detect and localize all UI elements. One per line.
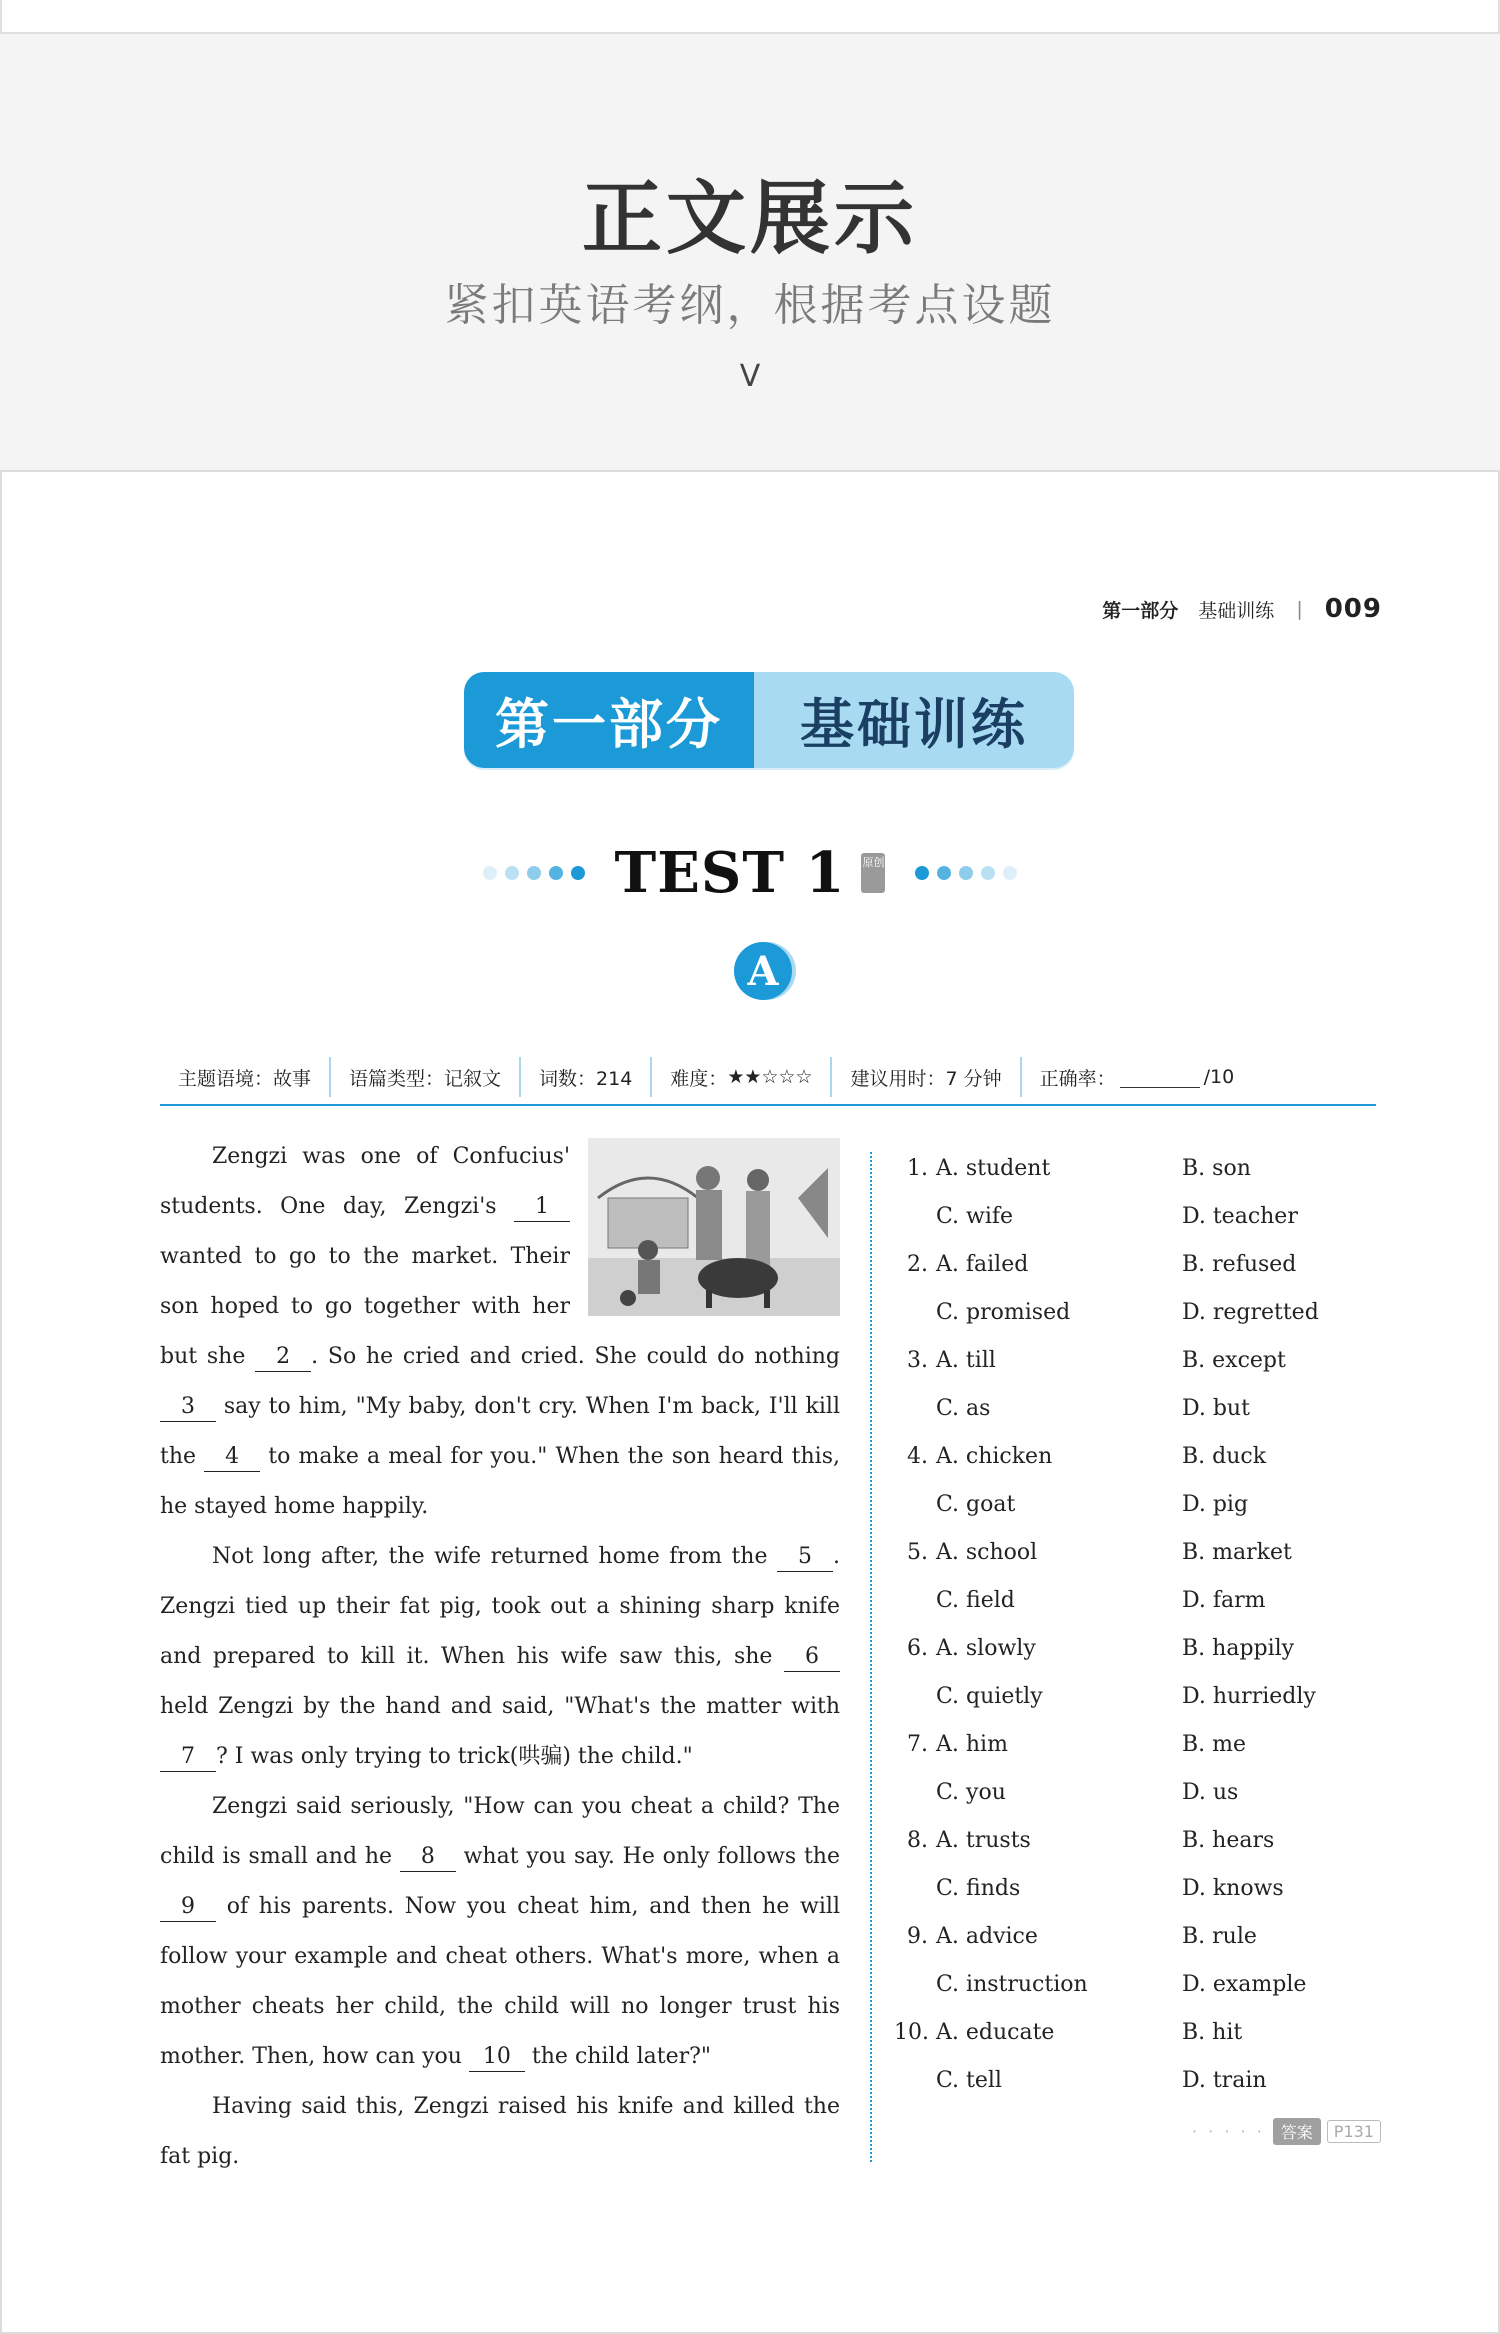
question-7: 7. A. him B. me C. you D. us [894, 1720, 1364, 1816]
option-d: D. example [1182, 1971, 1307, 1997]
option-c: C. tell [936, 2067, 1002, 2093]
blank-1: 1 [514, 1193, 570, 1222]
chevron-down-icon: V [739, 359, 761, 394]
blank-6: 6 [784, 1643, 840, 1672]
option-d: D. pig [1182, 1491, 1249, 1517]
option-c: C. finds [936, 1875, 1021, 1901]
option-a: A. advice [936, 1923, 1038, 1949]
option-d: D. teacher [1182, 1203, 1298, 1229]
left-dots-decoration [479, 866, 589, 880]
option-b: B. me [1182, 1731, 1247, 1757]
info-genre: 语篇类型：记叙文 [331, 1057, 521, 1097]
option-a: A. slowly [936, 1635, 1036, 1661]
page-number: 009 [1324, 594, 1382, 624]
option-b: B. happily [1182, 1635, 1295, 1661]
original-tag: 原创 [861, 853, 885, 893]
option-d: D. but [1182, 1395, 1250, 1421]
option-b: B. son [1182, 1155, 1251, 1181]
passage-paragraph-3: Zengzi said seriously, "How can you cheat a child? The child is small and he 8 what you say. He only follows the 9 of his parents. Now you cheat him, and then he will follow your example and cheat others. What's more, when a mother cheats her child, the child will no longer trust his mother. Then, how can you 10 the child later?" [160, 1782, 840, 2082]
option-d: D. hurriedly [1182, 1683, 1316, 1709]
book-page [0, 470, 1500, 2334]
option-d: D. regretted [1182, 1299, 1319, 1325]
option-d: D. knows [1182, 1875, 1284, 1901]
info-bar [160, 1050, 1376, 1106]
banner-part: 第一部分 [464, 672, 754, 768]
option-a: A. school [936, 1539, 1038, 1565]
question-6: 6. A. slowly B. happily C. quietly D. hurriedly [894, 1624, 1364, 1720]
promo-subtitle: 紧扣英语考纲，根据考点设题 [444, 280, 1056, 331]
header-separator: | [1296, 598, 1303, 620]
option-c: C. instruction [936, 1971, 1088, 1997]
info-difficulty: 难度： ★★☆☆☆ [652, 1057, 832, 1097]
answer-reference: · · · · · 答案 P131 [1192, 2118, 1381, 2145]
option-b: B. hears [1182, 1827, 1275, 1853]
option-b: B. market [1182, 1539, 1292, 1565]
blank-10: 10 [469, 2043, 525, 2072]
option-a: A. trusts [936, 1827, 1031, 1853]
option-c: C. goat [936, 1491, 1016, 1517]
passage [160, 1132, 840, 2182]
passage-paragraph-4: Having said this, Zengzi raised his knife and killed the fat pig. [160, 2094, 840, 2169]
option-a: A. educate [936, 2019, 1055, 2045]
question-2: 2. A. failed B. refused C. promised D. regretted [894, 1240, 1364, 1336]
option-c: C. promised [936, 1299, 1071, 1325]
banner-section: 基础训练 [754, 672, 1074, 768]
running-header [1002, 594, 1382, 624]
answer-page: P131 [1327, 2120, 1381, 2143]
option-a: A. failed [936, 1251, 1029, 1277]
blank-7: 7 [160, 1743, 216, 1772]
option-a: A. him [936, 1731, 1008, 1757]
passage-paragraph-2: Not long after, the wife returned home from the 5 . Zengzi tied up their fat pig, took out a shining sharp knife and prepared to kill it. When his wife saw this, she 6 held Zengzi by the hand and said, "What's the matter with 7 ? I was only trying to trick(哄骗) the child." [160, 1532, 840, 1782]
promo-title: 正文展示 [564, 154, 936, 269]
question-9: 9. A. advice B. rule C. instruction D. example [894, 1912, 1364, 2008]
blank-9: 9 [160, 1893, 216, 1922]
answer-label: 答案 [1273, 2118, 1321, 2145]
info-theme: 主题语境：故事 [160, 1057, 331, 1097]
passage-paragraph-1: Zengzi was one of Confucius' students. One day, Zengzi's 1 wanted to go to the market. Their son hoped to go together with her but she 2 . So he cried and cried. She could do nothing 3 say to him, "My baby, don't cry. When I'm back, I'll kill the 4 to make a meal for you." When the son heard this, he stayed home happily. [160, 1132, 840, 1532]
option-c: C. you [936, 1779, 1006, 1805]
blank-4: 4 [204, 1443, 260, 1472]
question-8: 8. A. trusts B. hears C. finds D. knows [894, 1816, 1364, 1912]
option-c: C. wife [936, 1203, 1014, 1229]
blank-5: 5 [777, 1543, 833, 1572]
info-time: 建议用时：7 分钟 [832, 1057, 1021, 1097]
difficulty-stars: ★★☆☆☆ [727, 1066, 813, 1088]
option-c: C. as [936, 1395, 991, 1421]
question-1: 1. A. student B. son C. wife D. teacher [894, 1144, 1364, 1240]
option-a: A. till [936, 1347, 996, 1373]
option-b: B. duck [1182, 1443, 1267, 1469]
option-b: B. hit [1182, 2019, 1243, 2045]
column-divider [870, 1152, 872, 2162]
previous-card [0, 0, 1500, 34]
blank-3: 3 [160, 1393, 216, 1422]
option-d: D. train [1182, 2067, 1267, 2093]
option-c: C. quietly [936, 1683, 1043, 1709]
option-b: B. except [1182, 1347, 1286, 1373]
option-c: C. field [936, 1587, 1015, 1613]
options-list [894, 1144, 1364, 2104]
option-b: B. rule [1182, 1923, 1257, 1949]
question-3: 3. A. till B. except C. as D. but [894, 1336, 1364, 1432]
info-word-count: 词数：214 [521, 1057, 652, 1097]
part-a-badge: A [734, 942, 792, 1000]
header-part: 第一部分 [1102, 599, 1179, 622]
info-accuracy: 正确率： /10 [1039, 1066, 1235, 1090]
header-section: 基础训练 [1198, 599, 1275, 622]
blank-8: 8 [400, 1843, 456, 1872]
right-dots-decoration [911, 866, 1021, 880]
question-5: 5. A. school B. market C. field D. farm [894, 1528, 1364, 1624]
option-a: A. chicken [936, 1443, 1053, 1469]
blank-2: 2 [255, 1343, 311, 1372]
option-d: D. farm [1182, 1587, 1266, 1613]
promo-section [0, 34, 1500, 464]
option-b: B. refused [1182, 1251, 1297, 1277]
option-d: D. us [1182, 1779, 1239, 1805]
option-a: A. student [936, 1155, 1051, 1181]
question-4: 4. A. chicken B. duck C. goat D. pig [894, 1432, 1364, 1528]
story-illustration [588, 1138, 840, 1316]
section-banner [464, 672, 1074, 768]
test-heading [2, 840, 1498, 906]
test-title: TEST 1 [614, 840, 846, 906]
question-10: 10. A. educate B. hit C. tell D. train [894, 2008, 1364, 2104]
